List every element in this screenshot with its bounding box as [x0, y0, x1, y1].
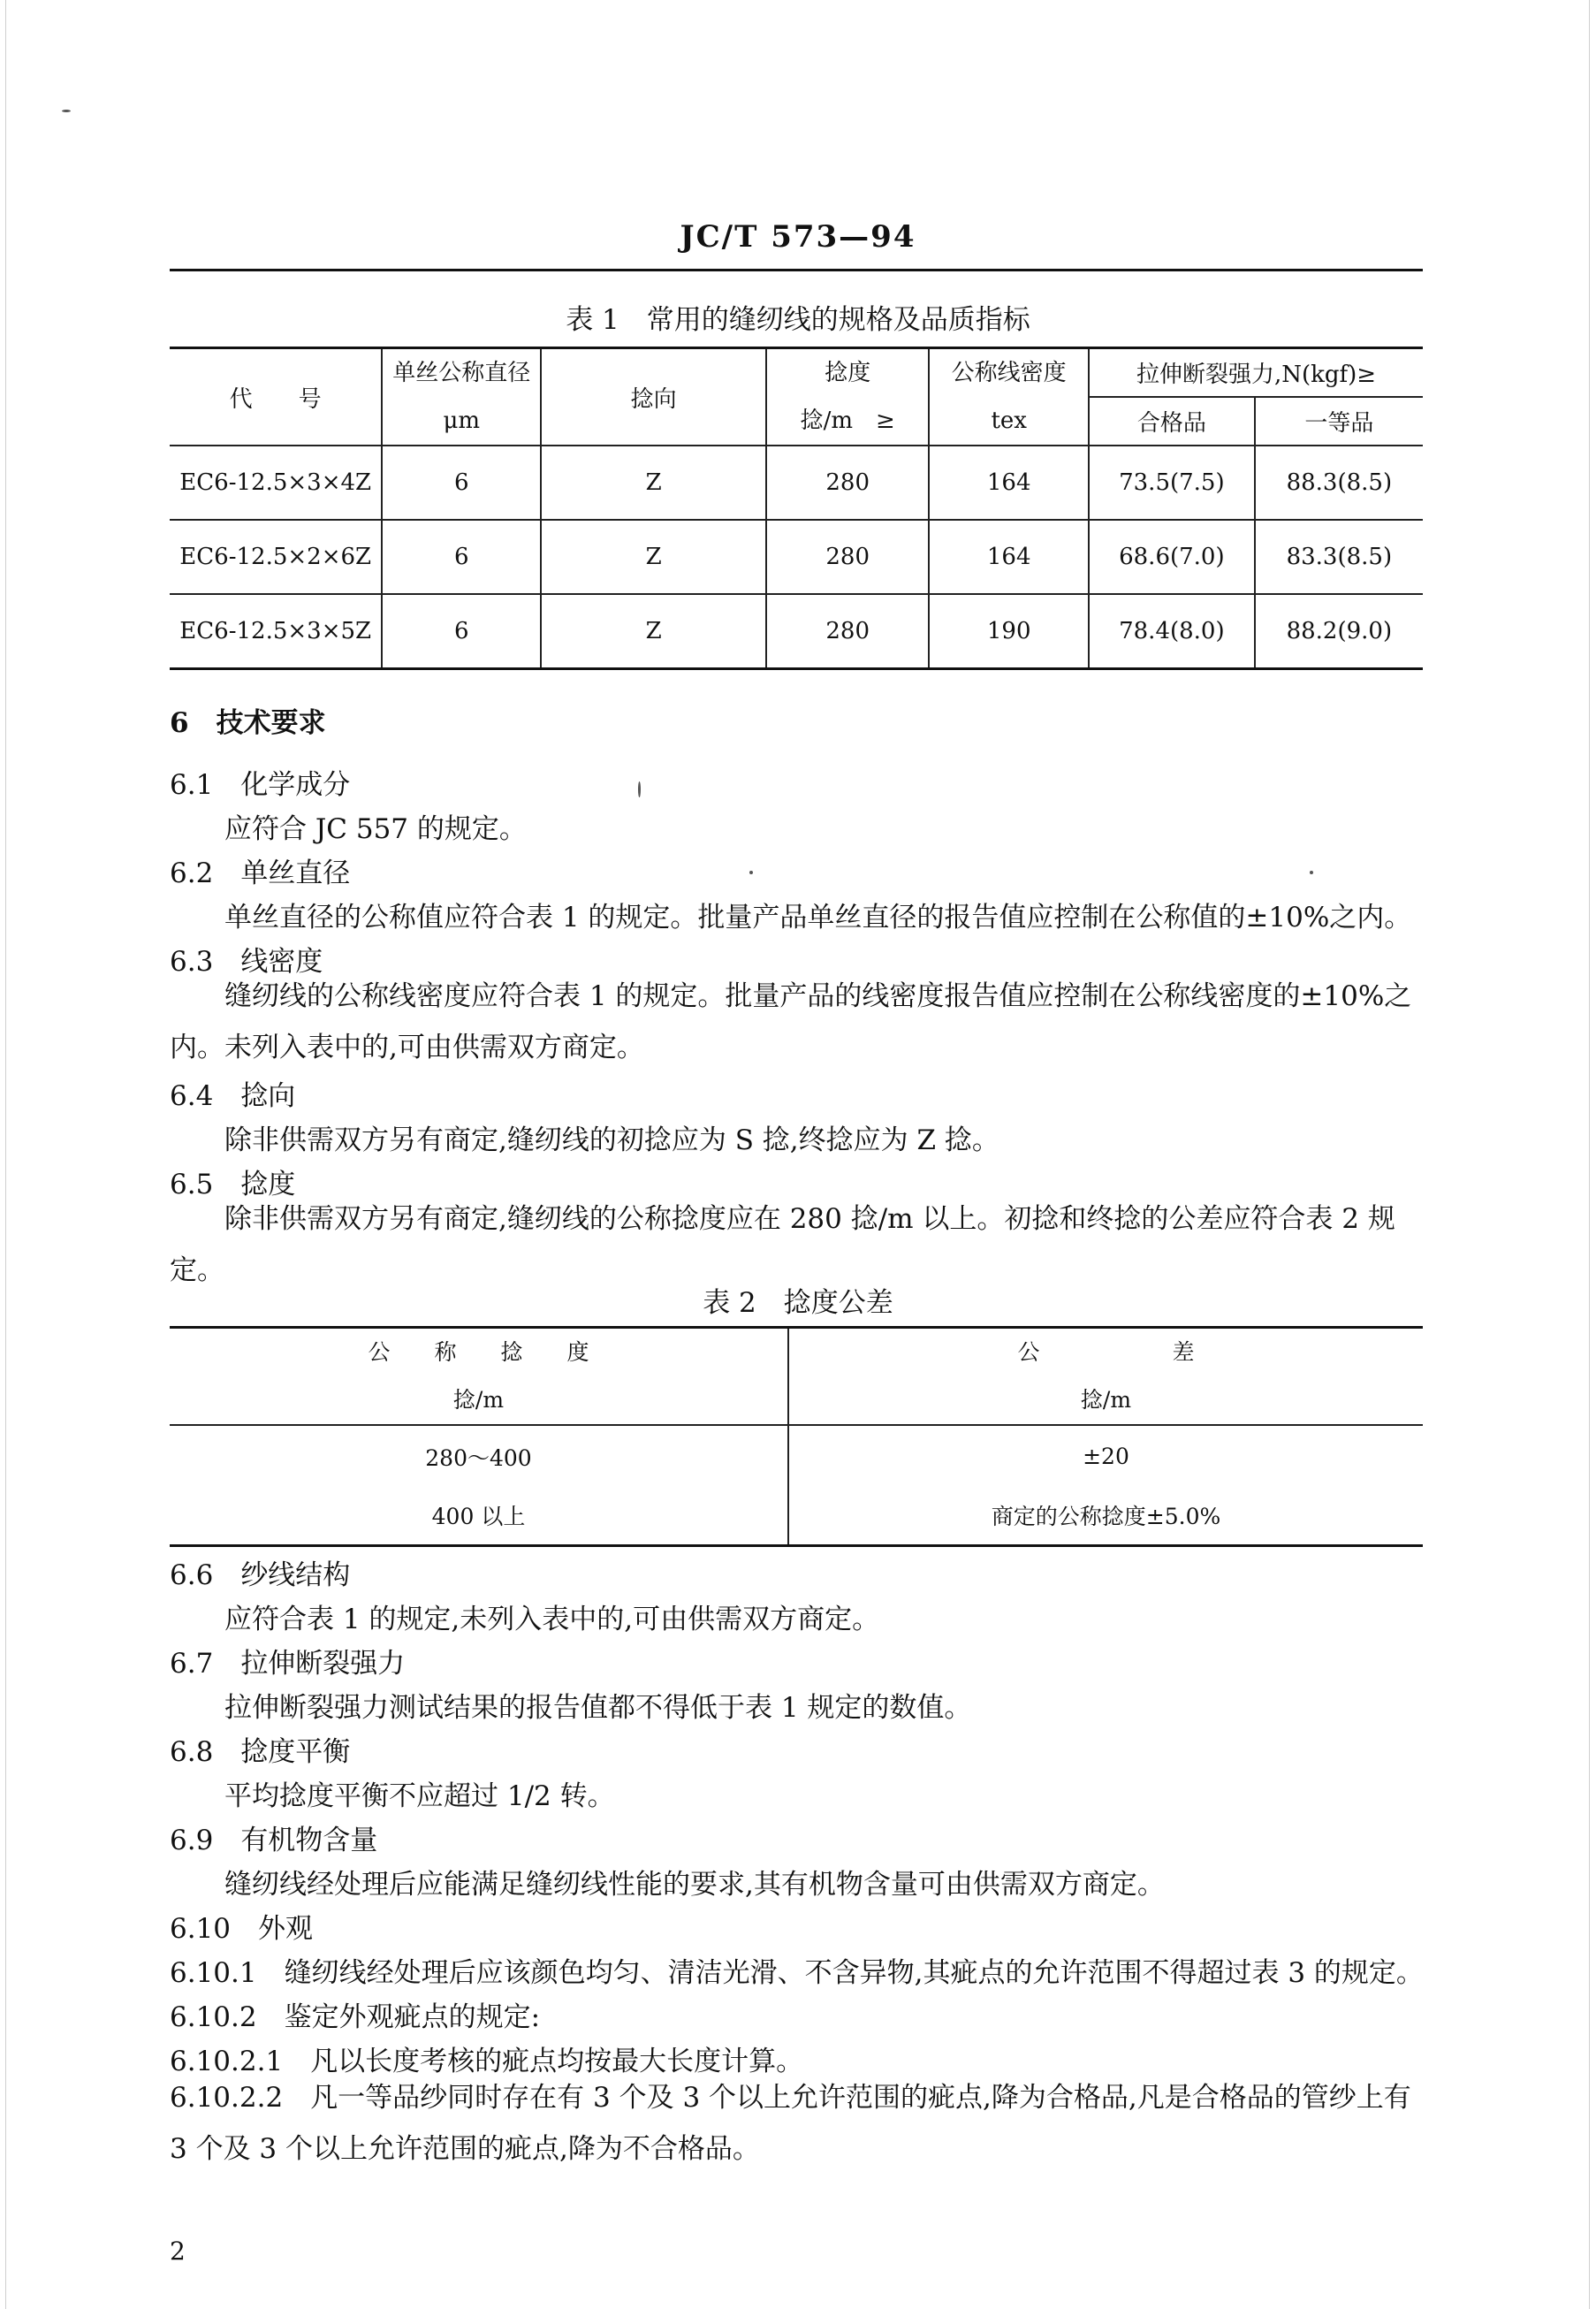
clause-6-10-heading	[170, 1906, 313, 1946]
clause-6-9-body: 缝纫线经处理后应能满足缝纫线性能的要求,其有机物含量可由供需双方商定。	[224, 1869, 1165, 1901]
clause-body: 凡一等品纱同时存在有 3 个及 3 个以上允许范围的疵点,降为合格品,凡是合格品的管纱上有 3 个及 3 个以上允许范围的疵点,降为不合格品。	[170, 2082, 1411, 2165]
clause-title: 捻度平衡	[240, 1736, 351, 1768]
clause-6-6-heading	[170, 1552, 350, 1592]
table1-cell-density: 164	[929, 446, 1089, 520]
scan-speck	[1310, 871, 1313, 874]
scan-edge-left	[5, 0, 6, 2309]
table1-cell-code: EC6-12.5×3×5Z	[170, 594, 382, 668]
table1-cell-pass: 73.5(7.5)	[1089, 446, 1255, 520]
table1-cell-pass: 68.6(7.0)	[1089, 520, 1255, 594]
clause-title: 化学成分	[240, 769, 351, 801]
table2-header-tolerance-unit: 捻/m	[1080, 1387, 1132, 1413]
clause-6-8-body: 平均捻度平衡不应超过 1/2 转。	[224, 1780, 615, 1812]
clause-number: 6.10	[170, 1913, 232, 1945]
table1-header-diameter-unit: μm	[443, 408, 481, 434]
clause-number: 6.10.2.2	[170, 2082, 284, 2114]
table-row	[170, 520, 1423, 594]
scan-edge-right	[1589, 0, 1590, 2309]
table1-cell-code: EC6-12.5×3×4Z	[170, 446, 382, 520]
table1-cell-twist-direction: Z	[541, 594, 766, 668]
table1-caption: 表 1 常用的缝纫线的规格及品质指标	[566, 304, 1030, 336]
document-header: JC/T 573—94	[680, 219, 916, 255]
table1-header-strength: 拉伸断裂强力,N(kgf)≥	[1089, 348, 1423, 397]
clause-6-4-body: 除非供需双方另有商定,缝纫线的初捻应为 S 捻,终捻应为 Z 捻。	[224, 1124, 999, 1156]
table1-cell-twist: 280	[766, 594, 929, 668]
table2-cell-tolerance: 商定的公称捻度±5.0%	[788, 1487, 1423, 1545]
table1-header-twist-unit: 捻/m ≥	[800, 408, 895, 434]
table1-cell-twist-direction: Z	[541, 520, 766, 594]
clause-6-10-2-2	[170, 2072, 1423, 2175]
table2-cell-nominal: 280～400	[170, 1425, 788, 1487]
table2-cell-nominal: 400 以上	[170, 1487, 788, 1545]
clause-6-1-heading	[170, 762, 350, 802]
clause-number: 6.5	[170, 1169, 214, 1200]
clause-number: 6.10.2	[170, 2001, 257, 2033]
table2-header-tolerance-label: 公 差	[1017, 1339, 1195, 1365]
table1-header-diameter	[382, 348, 541, 446]
header-rule	[170, 269, 1423, 271]
table1-cell-first: 88.3(8.5)	[1255, 446, 1423, 520]
clause-title: 单丝直径	[240, 857, 351, 889]
table1-cell-twist-direction: Z	[541, 446, 766, 520]
scan-speck	[62, 110, 71, 112]
section-6-number: 6	[170, 707, 189, 739]
table1-header-diameter-label: 单丝公称直径	[392, 360, 531, 386]
table1-header-twist	[766, 348, 929, 446]
clause-number: 6.4	[170, 1080, 214, 1112]
clause-6-5-body: 除非供需双方另有商定,缝纫线的公称捻度应在 280 捻/m 以上。初捻和终捻的公差应符合表 2 规定。	[170, 1203, 1395, 1286]
table1-cell-code: EC6-12.5×2×6Z	[170, 520, 382, 594]
clause-6-6-body: 应符合表 1 的规定,未列入表中的,可由供需双方商定。	[224, 1604, 880, 1635]
clause-number: 6.10.1	[170, 1957, 257, 1989]
clause-number: 6.3	[170, 946, 214, 978]
section-6-title: 技术要求	[216, 707, 326, 739]
clause-number: 6.7	[170, 1648, 214, 1680]
clause-title: 拉伸断裂强力	[240, 1648, 406, 1680]
table1-cell-pass: 78.4(8.0)	[1089, 594, 1255, 668]
table2-caption: 表 2 捻度公差	[703, 1287, 893, 1319]
clause-6-2-body: 单丝直径的公称值应符合表 1 的规定。批量产品单丝直径的报告值应控制在公称值的±10%之内。	[224, 902, 1412, 934]
clause-6-7-body: 拉伸断裂强力测试结果的报告值都不得低于表 1 规定的数值。	[224, 1692, 972, 1724]
clause-number: 6.8	[170, 1736, 214, 1768]
table2-header-nominal	[170, 1328, 788, 1426]
table1-header-code: 代 号	[170, 348, 382, 446]
clause-number: 6.2	[170, 857, 214, 889]
table1-header-density-label: 公称线密度	[951, 360, 1067, 386]
clause-body: 凡以长度考核的疵点均按最大长度计算。	[310, 2046, 804, 2077]
clause-title: 线密度	[240, 946, 323, 978]
table-row	[170, 1487, 1423, 1545]
table1-cell-twist: 280	[766, 520, 929, 594]
clause-6-1-body: 应符合 JC 557 的规定。	[224, 813, 527, 845]
table1-cell-first: 83.3(8.5)	[1255, 520, 1423, 594]
table2-header-nominal-unit: 捻/m	[452, 1387, 505, 1413]
clause-6-10-2	[170, 1994, 540, 2034]
table1-header-twist-label: 捻度	[825, 360, 871, 386]
table-row	[170, 1425, 1423, 1487]
clause-6-7-heading	[170, 1641, 405, 1680]
table2-header-nominal-label: 公 称 捻 度	[368, 1339, 589, 1365]
clause-body: 缝纫线经处理后应该颜色均匀、清洁光滑、不含异物,其疵点的允许范围不得超过表 3 的规定。	[284, 1957, 1424, 1989]
clause-6-9-heading	[170, 1817, 377, 1857]
table1-header-grade-pass: 合格品	[1089, 397, 1255, 446]
clause-title: 纱线结构	[240, 1559, 351, 1591]
section-6-heading	[170, 700, 326, 740]
clause-title: 有机物含量	[240, 1825, 378, 1856]
table1	[170, 347, 1423, 670]
scan-speck	[638, 781, 641, 797]
clause-title: 外观	[258, 1913, 314, 1945]
table1-header-grade-first: 一等品	[1255, 397, 1423, 446]
clause-6-3-body: 缝纫线的公称线密度应符合表 1 的规定。批量产品的线密度报告值应控制在公称线密度的±10%之内。未列入表中的,可由供需双方商定。	[170, 980, 1412, 1063]
table1-cell-first: 88.2(9.0)	[1255, 594, 1423, 668]
clause-6-2-heading	[170, 850, 350, 890]
scan-speck	[749, 871, 753, 874]
page-number: 2	[170, 2237, 186, 2266]
table2-cell-tolerance: ±20	[788, 1425, 1423, 1487]
table1-header-twist-direction: 捻向	[541, 348, 766, 446]
clause-number: 6.6	[170, 1559, 214, 1591]
table2-header-tolerance	[788, 1328, 1423, 1426]
table1-cell-density: 164	[929, 520, 1089, 594]
table1-cell-diameter: 6	[382, 594, 541, 668]
clause-6-4-heading	[170, 1073, 295, 1113]
clause-number: 6.9	[170, 1825, 214, 1856]
clause-number: 6.10.2.1	[170, 2046, 284, 2077]
table-row	[170, 594, 1423, 668]
clause-number: 6.1	[170, 769, 214, 801]
table1-cell-diameter: 6	[382, 446, 541, 520]
clause-title: 捻度	[240, 1169, 296, 1200]
table1-cell-twist: 280	[766, 446, 929, 520]
table2	[170, 1326, 1423, 1547]
table1-cell-diameter: 6	[382, 520, 541, 594]
clause-title: 捻向	[240, 1080, 296, 1112]
clause-6-10-1	[170, 1950, 1424, 1990]
table1-header-density-unit: tex	[991, 408, 1027, 434]
clause-6-8-heading	[170, 1729, 350, 1769]
clause-body: 鉴定外观疵点的规定:	[284, 2001, 541, 2033]
table-row	[170, 446, 1423, 520]
table1-cell-density: 190	[929, 594, 1089, 668]
table1-header-density	[929, 348, 1089, 446]
